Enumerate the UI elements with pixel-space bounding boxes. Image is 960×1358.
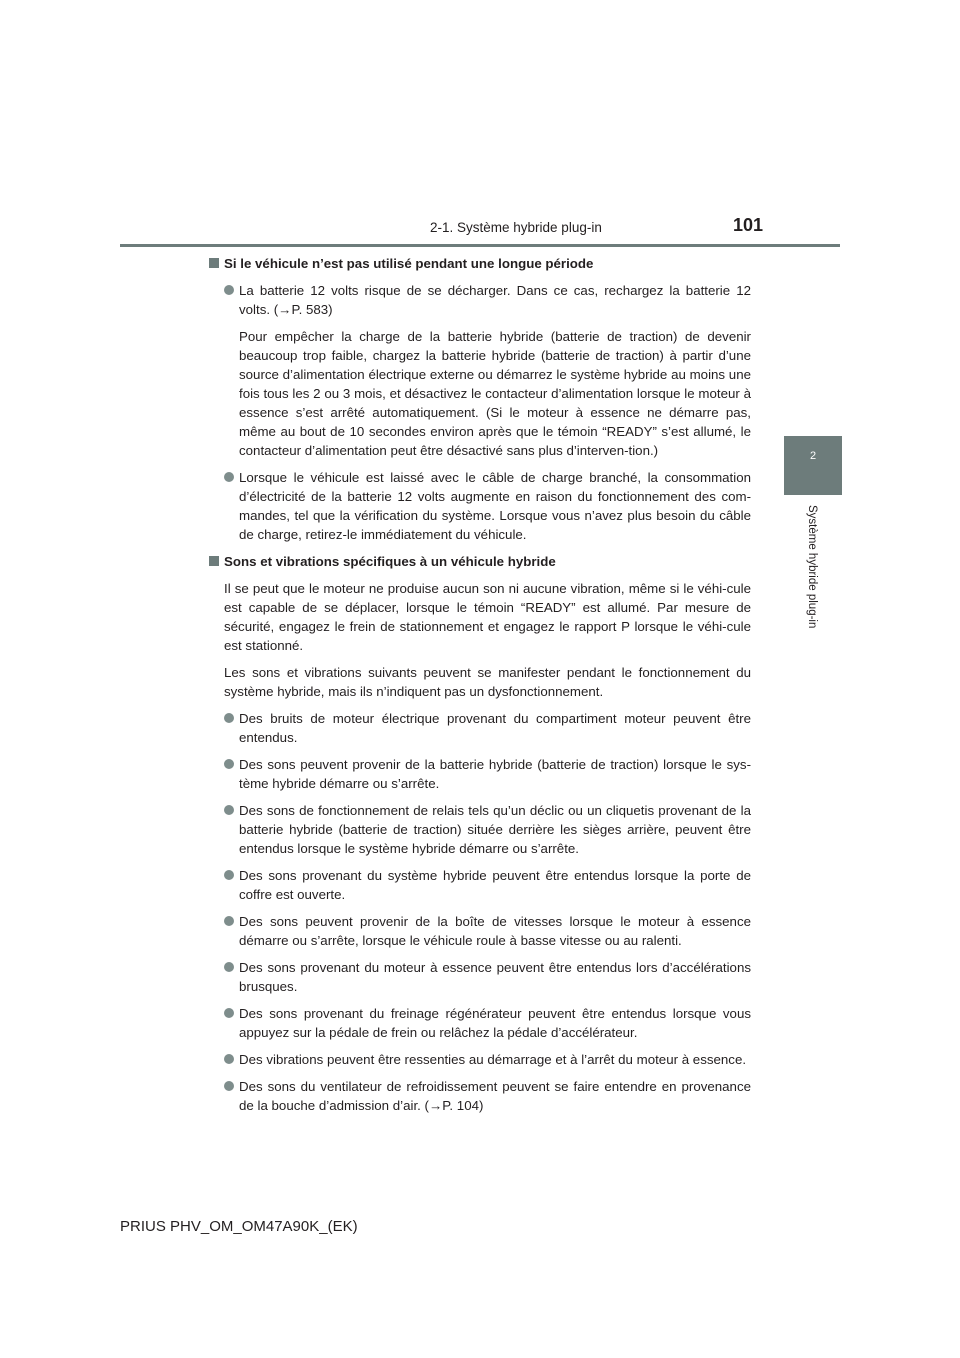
list-item bbox=[209, 1004, 751, 1042]
header-section-title: 2-1. Système hybride plug-in bbox=[430, 220, 602, 235]
circle-bullet-icon bbox=[224, 285, 234, 295]
paragraph: Il se peut que le moteur ne produise aucun son ni aucune vibration, même si le véhi-cule est capable de se déplacer, lorsque le témoin “READY” est allumé. Par mesure de sécurité, engagez le frein de stationnement et engagez le rapport P lorsque le véhi-cule est stationné. bbox=[224, 581, 751, 653]
section-heading-text: Si le véhicule n’est pas utilisé pendant une longue période bbox=[224, 256, 594, 271]
list-item bbox=[209, 755, 751, 793]
list-item-text: Des sons peuvent provenir de la batterie hybride (batterie de traction) lorsque le sys-tème hybride démarre ou s’arrête. bbox=[239, 757, 751, 791]
list-item-text: Des bruits de moteur électrique provenant du compartiment moteur peuvent être entendus. bbox=[239, 711, 751, 745]
list-item bbox=[209, 1050, 751, 1069]
footer-doc-code: PRIUS PHV_OM_OM47A90K_(EK) bbox=[120, 1218, 358, 1235]
list-item-text: Des sons provenant du système hybride peuvent être entendus lorsque la porte de coffre est ouverte. bbox=[239, 868, 751, 902]
list-item bbox=[209, 281, 751, 319]
circle-bullet-icon bbox=[224, 1008, 234, 1018]
square-bullet-icon bbox=[209, 556, 219, 566]
circle-bullet-icon bbox=[224, 472, 234, 482]
chapter-tab-label: Système hybride plug-in bbox=[806, 505, 818, 629]
page-number: 101 bbox=[733, 215, 764, 235]
list-item-text: Des sons de fonctionnement de relais tels qu’un déclic ou un cliquetis provenant de la batterie hybride (batterie de traction) située derrière les sièges arrière, peuvent être entendus lorsque le système hybride démarre ou s’arrête. bbox=[239, 803, 751, 856]
circle-bullet-icon bbox=[224, 713, 234, 723]
list-item bbox=[209, 1077, 751, 1115]
circle-bullet-icon bbox=[224, 916, 234, 926]
list-item-text: Des sons provenant du freinage régénérateur peuvent être entendus lorsque vous appuyez sur la pédale de frein ou relâchez la pédale d’accélérateur. bbox=[239, 1006, 751, 1040]
list-item-text: La batterie 12 volts risque de se décharger. Dans ce cas, rechargez la batterie 12 volts. (→P. 583) bbox=[239, 283, 751, 317]
list-item bbox=[209, 709, 751, 747]
chapter-tab bbox=[784, 436, 842, 495]
section-heading-text: Sons et vibrations spécifiques à un véhicule hybride bbox=[224, 554, 556, 569]
list-item bbox=[209, 801, 751, 858]
circle-bullet-icon bbox=[224, 962, 234, 972]
circle-bullet-icon bbox=[224, 870, 234, 880]
list-item-text: Des vibrations peuvent être ressenties au démarrage et à l’arrêt du moteur à essence. bbox=[239, 1052, 747, 1067]
circle-bullet-icon bbox=[224, 759, 234, 769]
list-item bbox=[209, 866, 751, 904]
section-heading bbox=[209, 254, 751, 273]
page-content bbox=[209, 254, 751, 1123]
list-item-text: Des sons provenant du moteur à essence peuvent être entendus lors d’accélérations brusques. bbox=[239, 960, 751, 994]
list-item-text: Lorsque le véhicule est laissé avec le câble de charge branché, la consommation d’électricité de la batterie 12 volts augmente en raison du fonctionnement des com-mandes, tel que la vérification du système. Lorsque vous n’avez plus besoin du câble de charge, retirez-le immédiatement du véhicule. bbox=[239, 470, 751, 542]
section-heading bbox=[209, 552, 751, 571]
circle-bullet-icon bbox=[224, 1054, 234, 1064]
square-bullet-icon bbox=[209, 258, 219, 268]
chapter-tab-number: 2 bbox=[809, 450, 817, 462]
list-item-text: Des sons du ventilateur de refroidissement peuvent se faire entendre en provenance de la bouche d’admission d’air. (→P. 104) bbox=[239, 1079, 751, 1113]
list-item bbox=[209, 958, 751, 996]
list-item-text: Des sons peuvent provenir de la boîte de vitesses lorsque le moteur à essence démarre ou s’arrête, lorsque le véhicule roule à basse vitesse ou au ralenti. bbox=[239, 914, 751, 948]
paragraph: Les sons et vibrations suivants peuvent se manifester pendant le fonctionnement du système hybride, mais ils n’indiquent pas un dysfonctionnement. bbox=[224, 665, 751, 699]
circle-bullet-icon bbox=[224, 1081, 234, 1091]
list-item bbox=[209, 468, 751, 544]
list-item-note: Pour empêcher la charge de la batterie hybride (batterie de traction) de devenir beaucoup trop faible, chargez la batterie hybride (batterie de traction) à partir d’une source d’alimentation électrique externe ou démarrez le système hybride au moins une fois tous les 2 ou 3 mois, et désactivez le contacteur d’alimentation lorsque le moteur à essence s’est arrêté automatiquement. (Si le moteur à essence ne démarre pas, même au bout de 10 secondes environ après que le témoin “READY” s’est allumé, le contacteur d’alimentation peut être désactivé sans plus d’interven-tion.) bbox=[239, 329, 751, 458]
header-divider bbox=[120, 244, 840, 247]
list-item bbox=[209, 912, 751, 950]
circle-bullet-icon bbox=[224, 805, 234, 815]
